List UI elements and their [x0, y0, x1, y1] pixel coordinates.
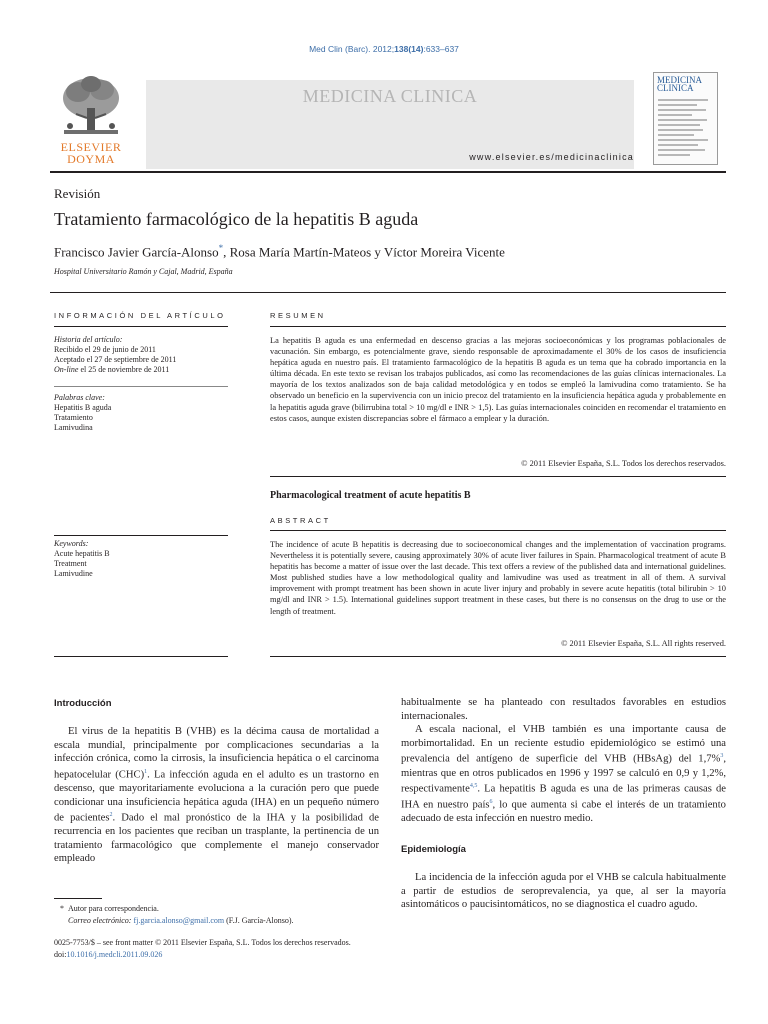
abstract-text: The incidence of acute B hepatitis is decreasing due to socioeconomical changes and the implementation of vaccination programs. Nevertheless it is potentially severe, causing approximately 30% of acute liver failures in Spain. Pharmacological treatment of acute B hepatitis has become a matter of issue over the last decade. This text offers a review of the published data and international guidelines. Most published studies have a low methodological quality and lamivudine was used as treatment in all of them. A survival improvement with prompt treatment has been shown in acute liver injury and probably in severe acute hepatitis (total bilirubin > 10 mg/dl and INR > 1.5). International guidelines support treatment in these cases, but there is no consensus on the drug to use or the length of treatment. — [270, 540, 726, 616]
article-info-heading: INFORMACIÓN DEL ARTÍCULO — [54, 311, 226, 320]
abstract-bottom-rule — [270, 656, 726, 657]
journal-website[interactable]: www.elsevier.es/medicinaclinica — [469, 152, 634, 162]
page-footer: 0025-7753/$ – see front matter © 2011 Elsevier España, S.L. Todos los derechos reservados. doi:10.1016/j.medcli.2011.09.026 — [54, 937, 734, 961]
section-title-introduccion: Introducción — [54, 698, 112, 709]
reference-link[interactable]: 3 — [720, 753, 724, 760]
correspondence-footnote: * Autor para correspondencia. Correo electrónico: fj.garcia.alonso@gmail.com (F.J. García-Alonso). — [60, 904, 294, 925]
publisher-imprint: DOYMA — [67, 152, 115, 166]
journal-cover-thumbnail: MEDICINA CLINICA — [653, 72, 718, 165]
keywords-english: Keywords: Acute hepatitis B Treatment Lamivudine — [54, 539, 228, 579]
author-list: Francisco Javier García-Alonso*, Rosa María Martín-Mateos y Víctor Moreira Vicente — [54, 243, 505, 260]
resumen-divider — [270, 326, 726, 327]
elsevier-tree-icon — [56, 74, 126, 138]
keyword: Treatment — [54, 559, 87, 568]
journal-title: MEDICINA CLINICA — [302, 86, 478, 106]
resumen-bottom-rule — [270, 476, 726, 477]
doi-link[interactable]: 10.1016/j.medcli.2011.09.026 — [66, 950, 163, 959]
keywords-en-divider — [54, 535, 228, 536]
reference-link[interactable]: 6 — [489, 799, 493, 806]
publisher-logo — [50, 74, 132, 164]
author-email-link[interactable]: fj.garcia.alonso@gmail.com — [133, 916, 225, 925]
left-column-bottom-rule — [54, 656, 228, 657]
article-info-divider — [54, 326, 228, 327]
keyword: Hepatitis B aguda — [54, 403, 112, 412]
header-divider — [50, 171, 726, 173]
keyword: Lamivudina — [54, 423, 93, 432]
cover-text-lines — [658, 99, 714, 159]
abstract-heading: ABSTRACT — [270, 516, 331, 525]
article-history: Historia del artículo: Recibido el 29 de junio de 2011 Aceptado el 27 de septiembre de 2011 On-line el 25 de noviembre de 2011 — [54, 335, 177, 374]
keyword: Tratamiento — [54, 413, 93, 422]
keyword: Acute hepatitis B — [54, 549, 110, 558]
footnote-rule — [54, 898, 102, 899]
history-divider — [54, 386, 228, 387]
resumen-heading: RESUMEN — [270, 311, 326, 320]
article-type: Revisión — [54, 186, 101, 201]
resumen-copyright: © 2011 Elsevier España, S.L. Todos los derechos reservados. — [521, 459, 726, 468]
publisher-name: ELSEVIER — [60, 140, 122, 154]
intro-paragraph: El virus de la hepatitis B (VHB) es la décima causa de mortalidad a escala mundial, principalmente por complicaciones secundarias a la infección crónica, como la cirrosis, la insuficiencia hepática o el carcinoma hepatocelular (CHC)$^1$. La infección aguda en el adulto es un trastorno en descenso, que mayoritariamente evoluciona a la curación pero que puede condicionar una insuficiencia hepática aguda (IHA) en un pequeño número de pacientes$^2$. Dado el mal pronóstico de la IHA y la posibilidad de recurrencia en los pacientes que reciban un trasplante, la pertinencia de un tratamiento farmacológico que complemente el manejo conservador empleado — [54, 726, 379, 865]
reference-link[interactable]: 4,5 — [469, 783, 478, 790]
keyword: Lamivudine — [54, 569, 93, 578]
affiliation: Hospital Universitario Ramón y Cajal, Madrid, España — [54, 267, 233, 276]
epidemiology-paragraph: La incidencia de la infección aguda por el VHB se calcula habitualmente a partir de estudios de seroprevalencia, ya que, al ser la mayoría asintomáticos o paucisintomáticos, no se diagnostica el cuadro agudo. — [401, 872, 726, 911]
keywords-spanish: Palabras clave: Hepatitis B aguda Tratamiento Lamivudina — [54, 393, 228, 433]
right-column-text: habitualmente se ha planteado con resultados favorables en estudios internacionales. A escala nacional, el VHB también es una importante causa de morbimortalidad. En un reciente estudio epidemiológico se estimó una prevalencia del antígeno de superficie del VHB (HBsAg) del 1,7%$^3$, mientras que en otros publicados en 1996 y 1997 se calculó en 0,9 y 1,2%, respectivamente$^{4,5}$. La hepatitis B aguda es una de las primeras causas de IHA en nuestro país$^6$, lo que aumenta si cabe el interés de un tratamiento adecuado de esta infección en nuestro medio. — [401, 697, 726, 825]
reference-link[interactable]: 1 — [144, 768, 148, 775]
abstract-divider — [270, 530, 726, 531]
resumen-text: La hepatitis B aguda es una enfermedad en descenso gracias a las mejoras socioeconómicas y los programas poblacionales de vacunación. Sin embargo, es potencialmente grave, siendo responsable de aproximadamente el 30% de los casos de insuficiencia hepática aguda en nuestro país. El tratamiento farmacológico de la hepatitis B aguda es un tema que ha cobrado importancia en la última década. En este texto se revisan los trabajos publicados, así como las recomendaciones de las guías clínicas internacionales. La mayoría de los textos analizados son de baja calidad metodológica y en todos se empleó la lamivudina como tratamiento. Se ha observado un beneficio en la supervivencia con un inicio precoz del tratamiento en la insuficiencia hepática aguda y probablemente en la hepatitis aguda grave (bilirrubina total > 10 mg/dl e INR > 1,5). Las guías internacionales coinciden en recomendar el tratamiento en estos casos, aunque existen discrepancias sobre el fármaco a emplear y la duración. — [270, 336, 726, 423]
article-title: Tratamiento farmacológico de la hepatitis B aguda — [54, 209, 419, 229]
corresponding-author-mark[interactable]: * — [218, 243, 224, 253]
abstract-copyright: © 2011 Elsevier España, S.L. All rights reserved. — [561, 639, 726, 648]
reference-link[interactable]: 2 — [109, 812, 113, 819]
journal-citation[interactable]: Med Clin (Barc). 2012;138(14):633–637 — [309, 44, 459, 54]
section-title-epidemiologia: Epidemiología — [401, 844, 466, 855]
title-divider — [50, 292, 726, 293]
english-title: Pharmacological treatment of acute hepatitis B — [270, 490, 471, 501]
issn-line: 0025-7753/$ – see front matter © 2011 Elsevier España, S.L. Todos los derechos reservados. — [54, 938, 351, 947]
